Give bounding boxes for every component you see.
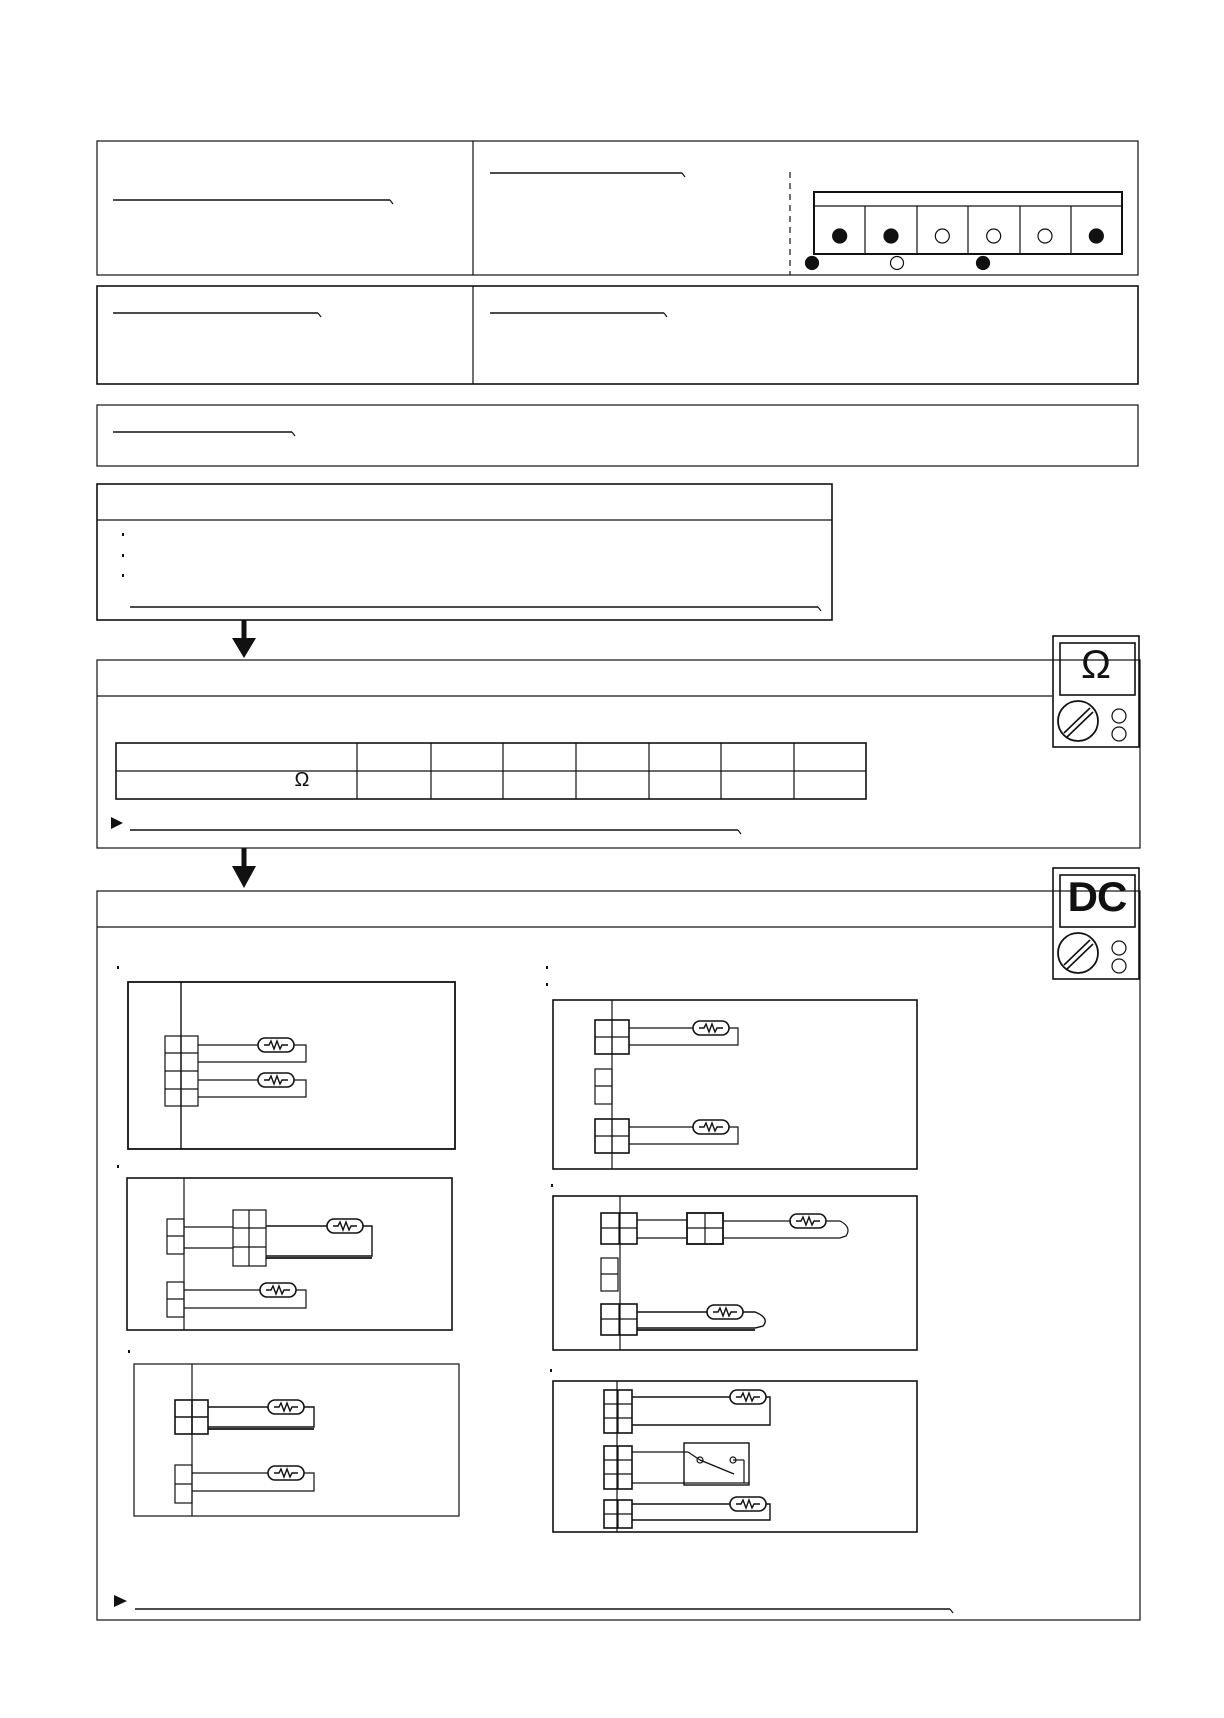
led-on-dot: [806, 257, 819, 270]
ohm-symbol: Ω: [1081, 643, 1111, 687]
led-off-dot: [1038, 229, 1052, 243]
wiring-diagram: [134, 1364, 459, 1516]
resistance-check-section: [97, 660, 1140, 848]
info-panel-bottom: [97, 405, 1138, 466]
thermistor-icon: [258, 1021, 826, 1511]
resistance-table: [116, 743, 866, 799]
led-off-dot: [987, 229, 1001, 243]
wiring-diagram: [553, 1000, 917, 1169]
pointer-triangle-icon: [111, 817, 127, 1607]
list-bullets: [117, 533, 553, 1372]
info-panel-middle: [97, 286, 1138, 384]
led-on-dot: [1089, 229, 1103, 243]
led-indicator-table: [814, 192, 1122, 254]
checklist-box: [97, 484, 832, 620]
led-on-dot: [884, 229, 898, 243]
wiring-diagram: [128, 982, 455, 1149]
wiring-diagram: [127, 1178, 452, 1330]
led-on-dot: [977, 257, 990, 270]
dc-label: DC: [1067, 873, 1127, 920]
switch-icon: [688, 1452, 744, 1483]
ohm-unit-label: Ω: [294, 769, 310, 791]
led-on-dot: [833, 229, 847, 243]
led-off-dot: [891, 257, 904, 270]
led-off-dot: [935, 229, 949, 243]
down-arrow-icon: [232, 620, 256, 658]
wiring-diagram: [553, 1196, 917, 1350]
down-arrow-icon: [232, 848, 256, 888]
led-legend-dots: [806, 257, 990, 270]
